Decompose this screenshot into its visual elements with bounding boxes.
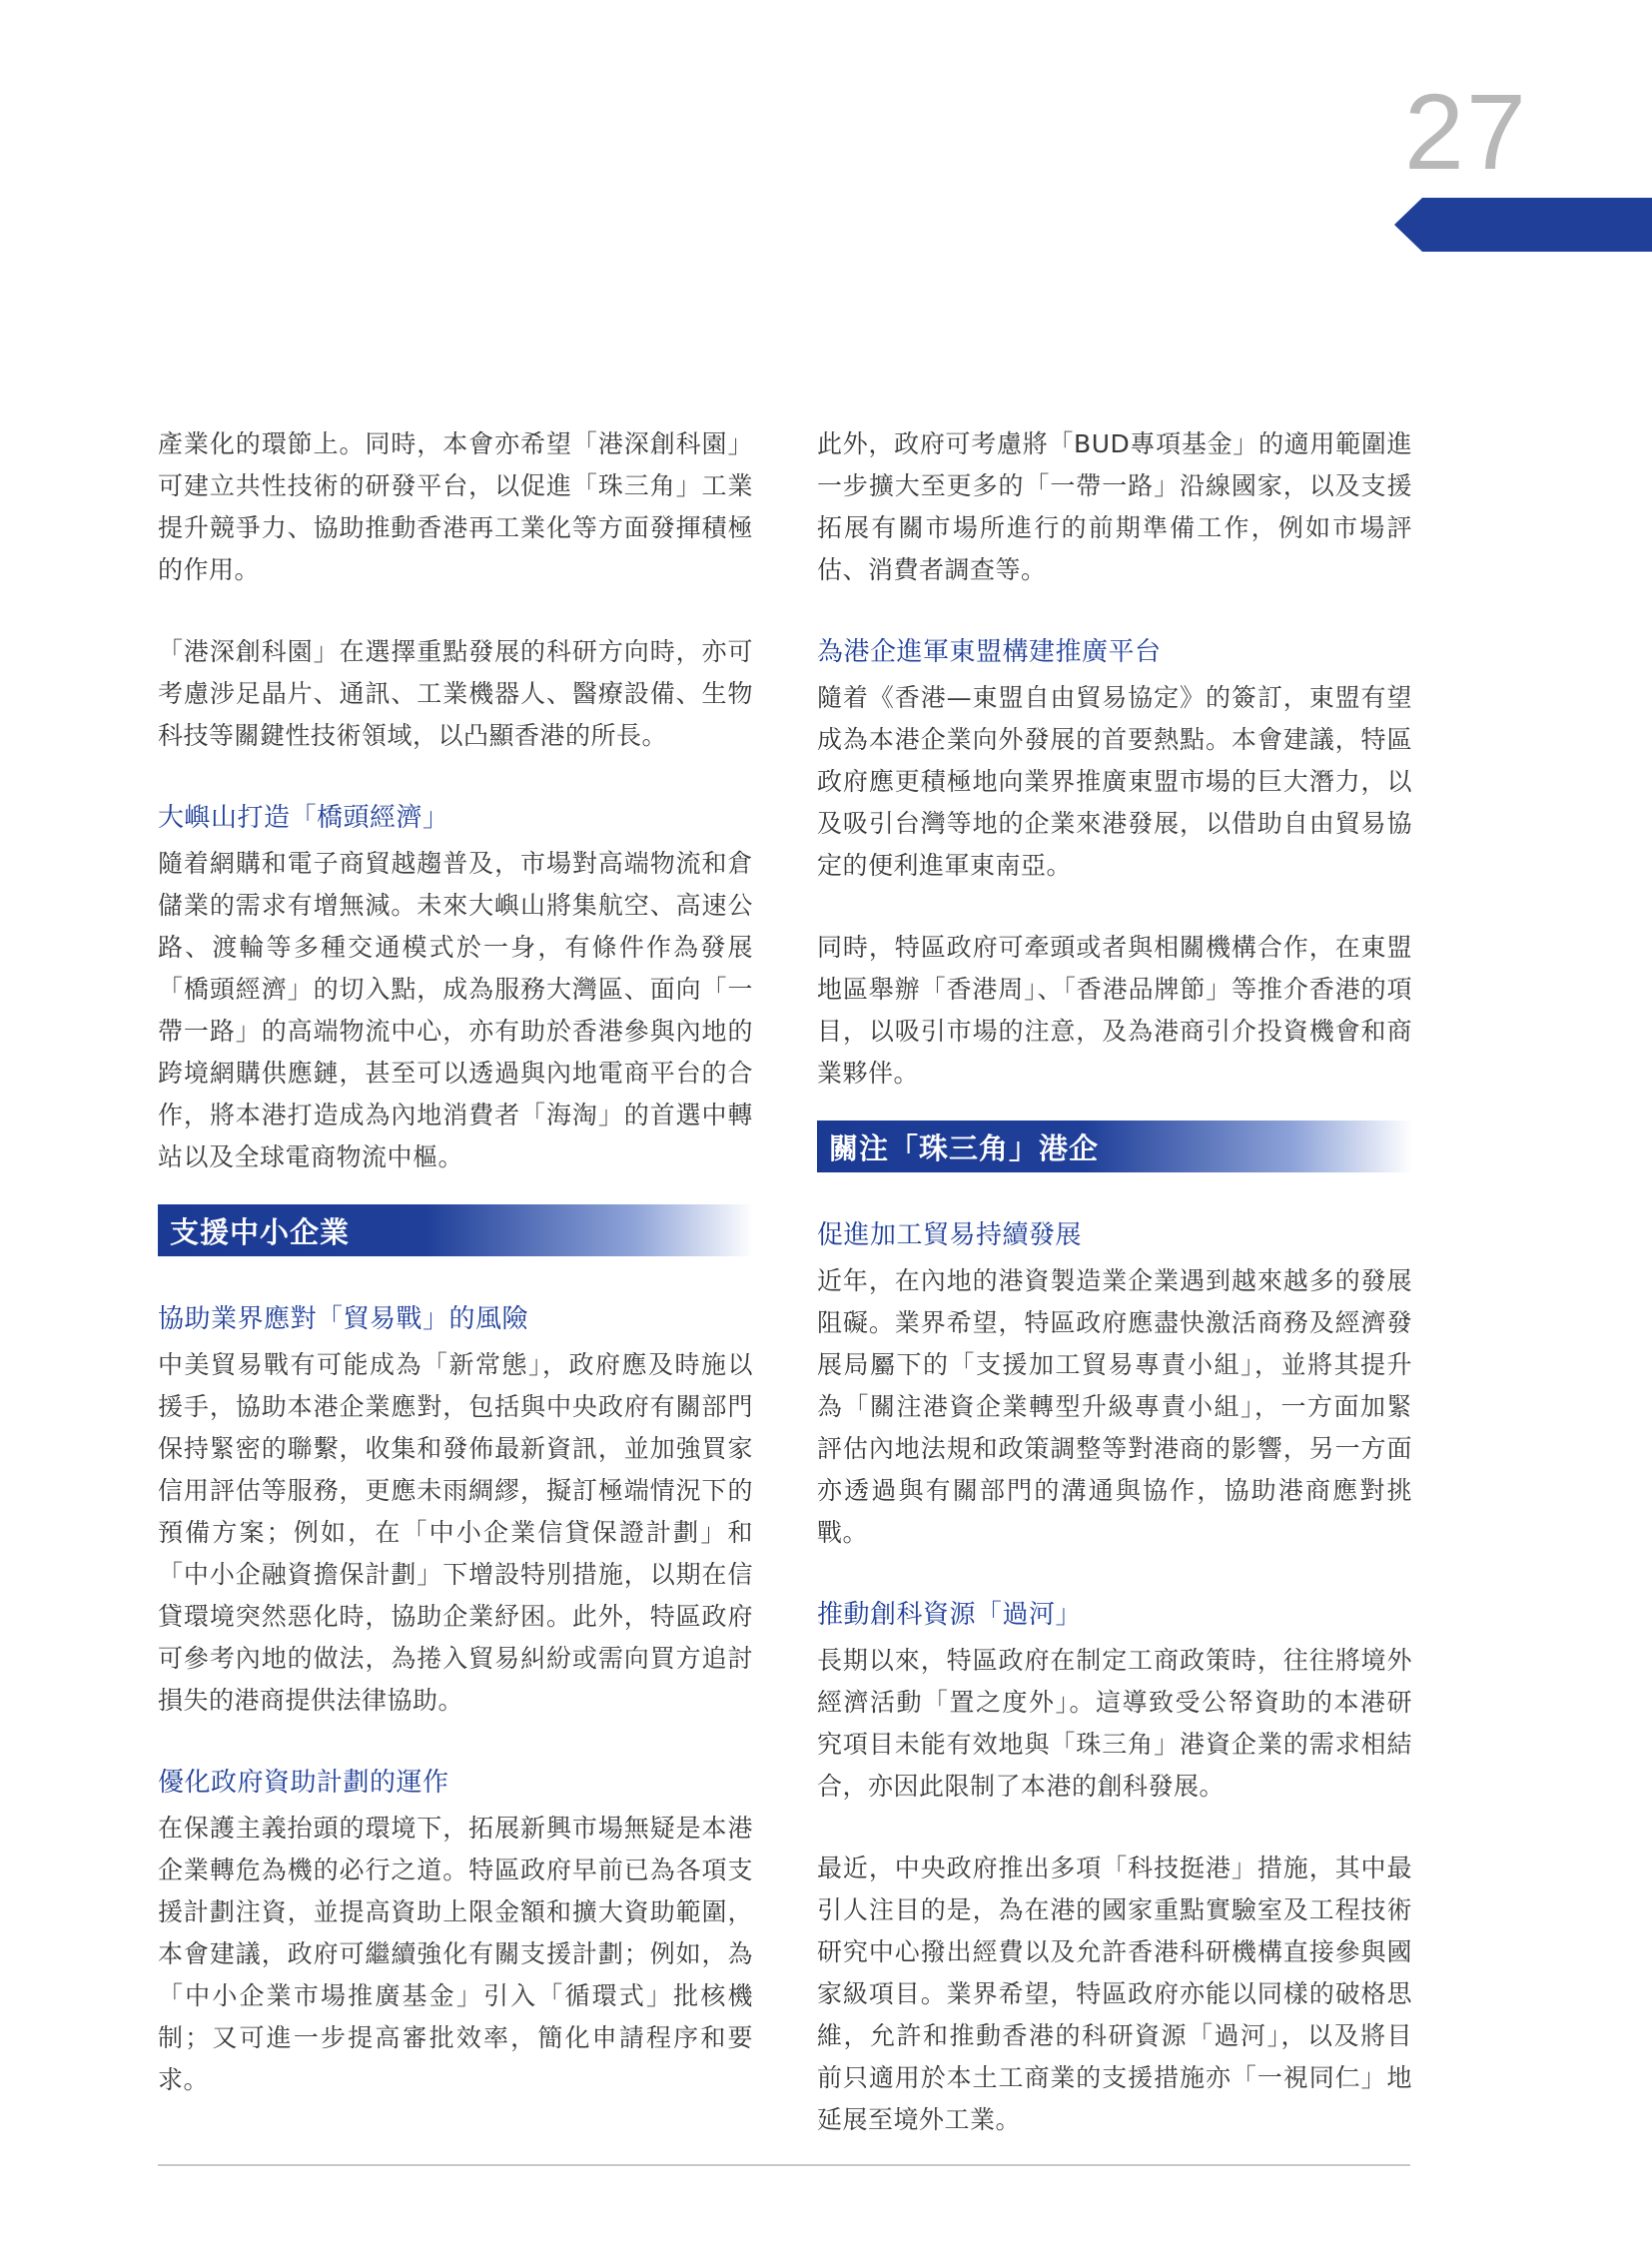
subheading: 優化政府資助計劃的運作	[158, 1768, 449, 1798]
subheading: 大嶼山打造「橋頭經濟」	[158, 803, 449, 833]
subheading: 協助業界應對「貿易戰」的風險	[158, 1304, 529, 1334]
section-title: 關注「珠三角」港企	[829, 1130, 1100, 1165]
paragraph: 「港深創科園」在選擇重點發展的科研方向時，亦可考慮涉足晶片、通訊、工業機器人、醫療設備、生物科技等關鍵性技術領域，以凸顯香港的所長。	[158, 637, 753, 750]
paragraph: 最近，中央政府推出多項「科技挺港」措施，其中最引人注目的是，為在港的國家重點實驗室及工程技術研究中心撥出經費以及允許香港科研機構直接參與國家級項目。業界希望，特區政府亦能以同樣的破格思維，允許和推動香港的科研資源「過河」，以及將目前只適用於本土工商業的支援措施亦「一視同仁」地延展至境外工業。	[817, 1854, 1412, 2134]
subheading: 為港企進軍東盟構建推廣平台	[817, 637, 1162, 667]
paragraph: 中美貿易戰有可能成為「新常態」，政府應及時施以援手，協助本港企業應對，包括與中央政府有關部門保持緊密的聯繫，收集和發佈最新資訊，並加強買家信用評估等服務，更應未雨綢繆，擬訂極端情況下的預備方案；例如，在「中小企業信貸保證計劃」和「中小企融資擔保計劃」下增設特別措施，以期在信貸環境突然惡化時，協助企業紓困。此外，特區政府可參考內地的做法，為捲入貿易糾紛或需向買方追討損失的港商提供法律協助。	[158, 1350, 753, 1715]
section-header	[817, 1121, 1412, 1172]
paragraph: 長期以來，特區政府在制定工商政策時，往往將境外經濟活動「置之度外」。這導致受公帑資助的本港研究項目未能有效地與「珠三角」港資企業的需求相結合，亦因此限制了本港的創科發展。	[817, 1646, 1412, 1801]
paragraph: 隨着網購和電子商貿越趨普及，市場對高端物流和倉儲業的需求有增無減。未來大嶼山將集航空、高速公路、渡輪等多種交通模式於一身，有條件作為發展「橋頭經濟」的切入點，成為服務大灣區、面向「一帶一路」的高端物流中心，亦有助於香港參與內地的跨境網購供應鏈，甚至可以透過與內地電商平台的合作，將本港打造成為內地消費者「海淘」的首選中轉站以及全球電商物流中樞。	[158, 849, 753, 1171]
right-column	[817, 423, 1412, 2181]
paragraph: 同時，特區政府可牽頭或者與相關機構合作，在東盟地區舉辦「香港周」、「香港品牌節」等推介香港的項目，以吸引市場的注意，及為港商引介投資機會和商業夥伴。	[817, 933, 1412, 1088]
subheading: 促進加工貿易持續發展	[817, 1220, 1083, 1250]
left-column	[158, 423, 753, 2141]
footer-divider	[158, 2164, 1410, 2166]
paragraph: 近年，在內地的港資製造業企業遇到越來越多的發展阻礙。業界希望，特區政府應盡快激活商務及經濟發展局屬下的「支援加工貿易專責小組」，並將其提升為「關注港資企業轉型升級專責小組」，一方面加緊評估內地法規和政策調整等對港商的影響，另一方面亦透過與有關部門的溝通與協作，協助港商應對挑戰。	[817, 1266, 1412, 1547]
paragraph: 在保護主義抬頭的環境下，拓展新興市場無疑是本港企業轉危為機的必行之道。特區政府早前已為各項支援計劃注資，並提高資助上限金額和擴大資助範圍，本會建議，政府可繼續強化有關支援計劃；例如，為「中小企業市場推廣基金」引入「循環式」批核機制；又可進一步提高審批效率，簡化申請程序和要求。	[158, 1814, 753, 2094]
paragraph: 此外，政府可考慮將「BUD專項基金」的適用範圍進一步擴大至更多的「一帶一路」沿線國家，以及支援拓展有關市場所進行的前期準備工作，例如市場評估、消費者調查等。	[817, 429, 1412, 584]
page-tab-marker	[1394, 198, 1652, 252]
subheading: 推動創科資源「過河」	[817, 1600, 1083, 1630]
section-header	[158, 1204, 753, 1256]
section-title: 支援中小企業	[170, 1214, 351, 1249]
paragraph: 隨着《香港—東盟自由貿易協定》的簽訂，東盟有望成為本港企業向外發展的首要熱點。本會建議，特區政府應更積極地向業界推廣東盟市場的巨大潛力，以及吸引台灣等地的企業來港發展，以借助自由貿易協定的便利進軍東南亞。	[817, 683, 1412, 880]
page-number: 27	[1403, 71, 1528, 192]
paragraph: 產業化的環節上。同時，本會亦希望「港深創科園」可建立共性技術的研發平台，以促進「珠三角」工業提升競爭力、協助推動香港再工業化等方面發揮積極的作用。	[158, 429, 753, 584]
